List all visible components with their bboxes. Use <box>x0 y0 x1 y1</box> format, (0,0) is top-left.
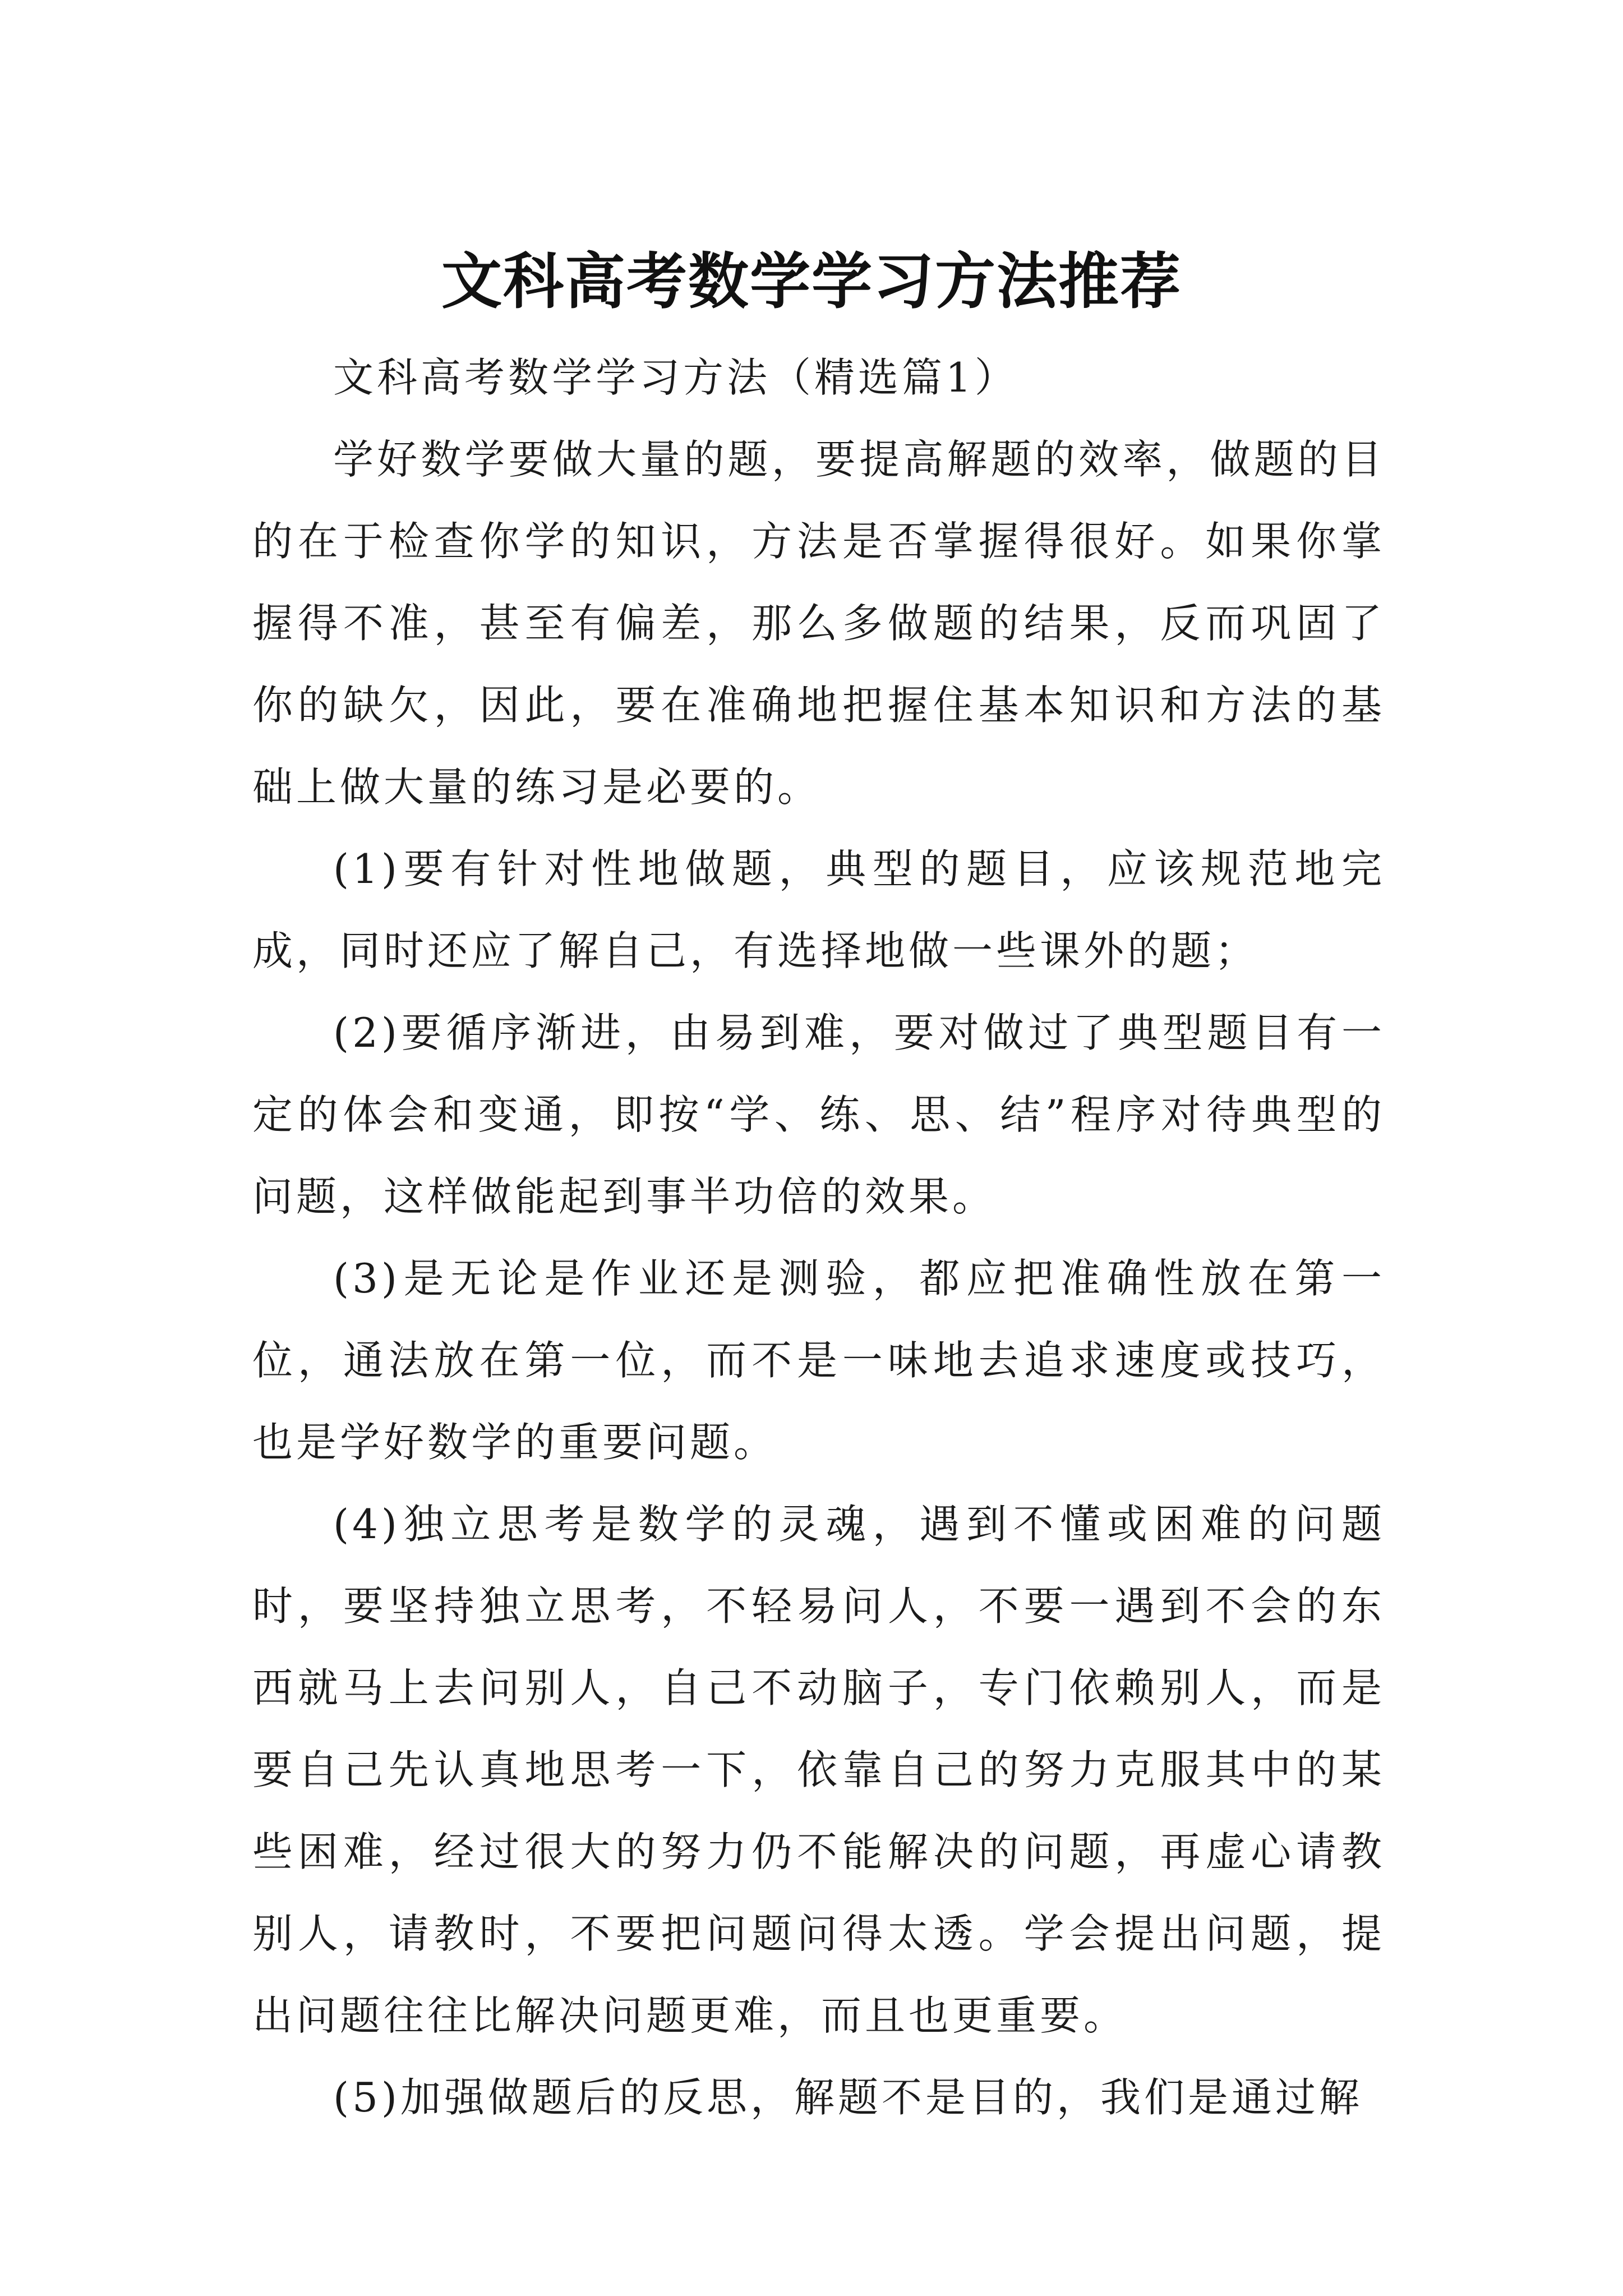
section-heading: 文科高考数学学习方法（精选篇1） <box>333 354 1018 401</box>
paragraph: (5)加强做题后的反思，解题不是目的，我们是通过解 <box>333 2074 1363 2121</box>
paragraph: (2)要循序渐进，由易到难，要对做过了典型题目有一定的体会和变通，即按“学、练、思、结”程序对待典型的问题，这样做能起到事半功倍的效果。 <box>252 1009 1385 1220</box>
paragraph: (3)是无论是作业还是测验，都应把准确性放在第一位，通法放在第一位，而不是一味地去追求速度或技巧，也是学好数学的重要问题。 <box>252 1255 1385 1466</box>
paragraph: (4)独立思考是数学的灵魂，遇到不懂或困难的问题时，要坚持独立思考，不轻易问人，不要一遇到不会的东西就马上去问别人，自己不动脑子，专门依赖别人，而是要自己先认真地思考一下，依靠自己的努力克服其中的某些困难，经过很大的努力仍不能解决的问题，再虚心请教别人，请教时，不要把问题问得太透。学会提出问题，提出问题往往比解决问题更难，而且也更重要。 <box>252 1501 1385 2039</box>
paragraph: 学好数学要做大量的题，要提高解题的效率，做题的目的在于检查你学的知识，方法是否掌握得很好。如果你掌握得不准，甚至有偏差，那么多做题的结果，反而巩固了你的缺欠，因此，要在准确地把握住基本知识和方法的基础上做大量的练习是必要的。 <box>252 436 1385 811</box>
paragraph: (1)要有针对性地做题，典型的题目，应该规范地完成，同时还应了解自己，有选择地做一些课外的题； <box>252 845 1385 974</box>
document-body <box>252 337 1385 2138</box>
document-title: 文科高考数学学习方法推荐 <box>441 246 1182 318</box>
